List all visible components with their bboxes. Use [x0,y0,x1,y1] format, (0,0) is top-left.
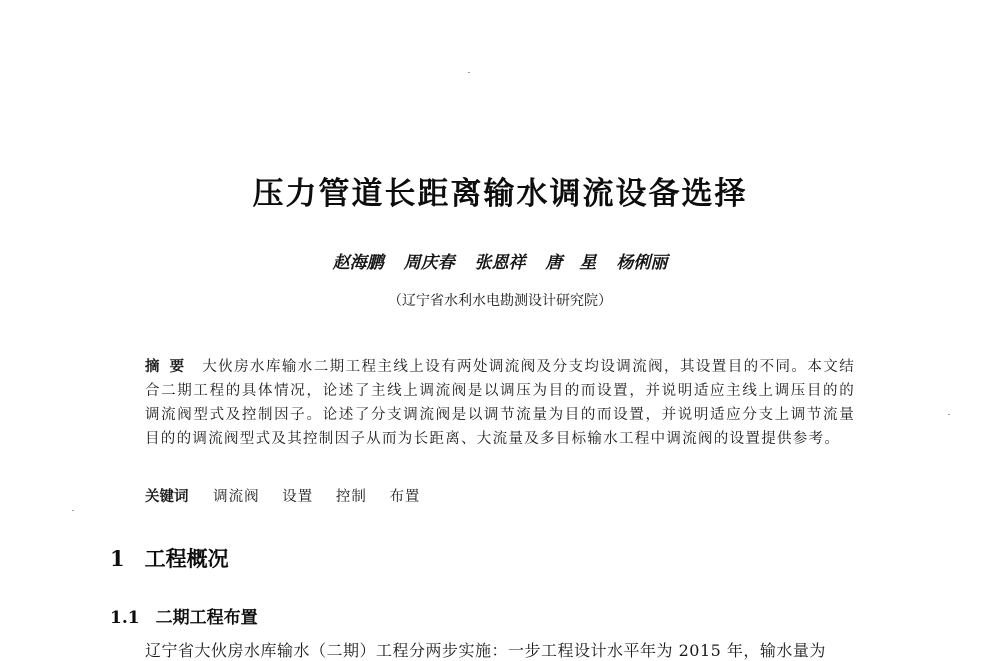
section-title: 工程概况 [144,546,229,571]
abstract-text: 大伙房水库输水二期工程主线上设有两处调流阀及分支均设调流阀，其设置目的不同。本文结合二期工程的具体情况，论述了主线上调流阀是以调压为目的而设置，并说明适应主线上调压目的的调流阀型式及控制因子。论述了分支调流阀是以调节流量为目的而设置，并说明适应分支上调节流量目的的调流阀型式及其控制因子从而为长距离、大流量及多目标输水工程中调流阀的设置提供参考。 [145,359,856,447]
author-name: 周庆春 [403,253,455,273]
scan-speck [948,414,950,415]
keywords-label: 关键词 [145,489,189,505]
keyword: 布置 [389,489,421,505]
author-name: 张恩祥 [474,253,526,273]
author-name: 唐 星 [545,253,597,273]
subsection-number: 1.1 [110,608,140,628]
author-name: 杨俐丽 [616,253,668,273]
keyword: 调流阀 [213,489,260,505]
subsection-title: 二期工程布置 [155,608,258,628]
abstract-label: 摘要 [145,359,195,375]
author-list [0,248,1000,273]
scan-speck [72,510,74,511]
scan-speck [468,72,470,73]
author-affiliation: （辽宁省水利水电勘测设计研究院） [388,293,612,309]
keywords [145,485,438,506]
section-number: 1 [110,546,125,571]
subsection-heading [110,603,258,628]
author-name: 赵海鹏 [332,253,384,273]
keyword: 设置 [282,489,314,505]
keyword: 控制 [335,489,367,505]
section-heading [110,543,229,573]
paper-title: 压力管道长距离输水调流设备选择 [252,176,748,212]
abstract [145,355,855,451]
body-paragraph: 辽宁省大伙房水库输水（二期）工程分两步实施：一步工程设计水平年为 2015 年，输水量为 [145,641,826,660]
